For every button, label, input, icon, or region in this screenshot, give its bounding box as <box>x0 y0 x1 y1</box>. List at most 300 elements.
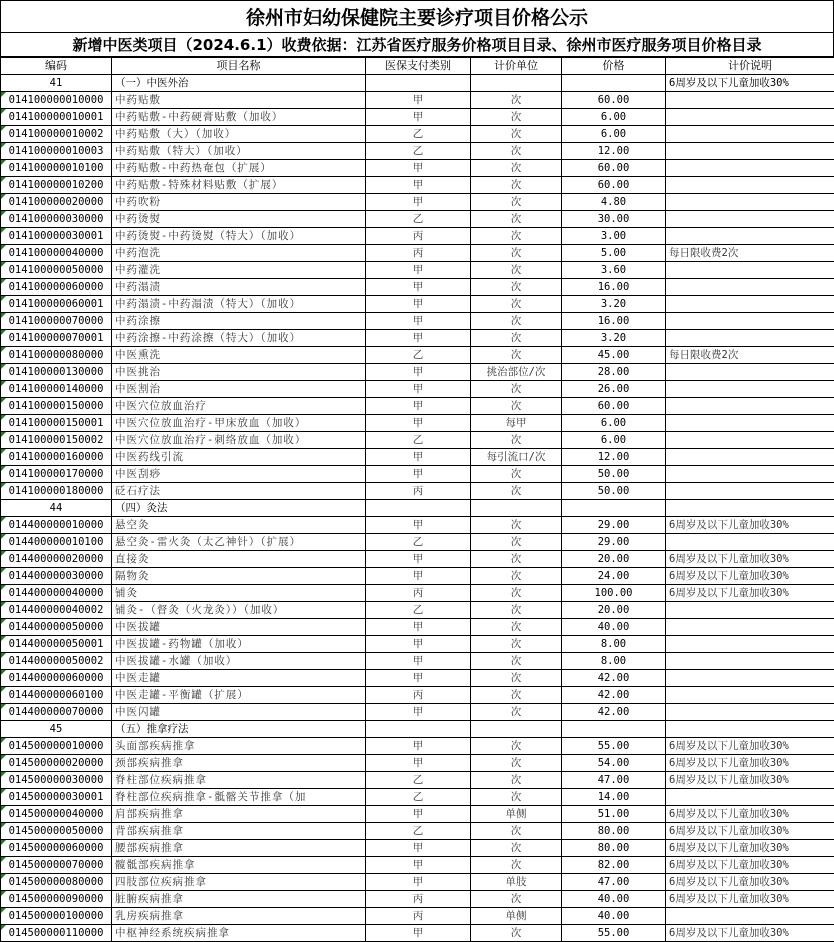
table-row <box>1 551 834 568</box>
cell-note: 6周岁及以下儿童加收30% <box>666 517 834 534</box>
cell-unit: 次 <box>471 194 562 211</box>
cell-category: 甲 <box>366 704 471 721</box>
cell-price: 29.00 <box>562 534 666 551</box>
cell-name: 中医穴位放血治疗 <box>112 398 366 415</box>
cell-price: 29.00 <box>562 517 666 534</box>
cell-price: 3.20 <box>562 296 666 313</box>
cell-unit: 次 <box>471 738 562 755</box>
cell-unit: 次 <box>471 653 562 670</box>
cell-unit: 次 <box>471 466 562 483</box>
cell-code: 014500000030000 <box>1 772 112 789</box>
cell-category: 甲 <box>366 568 471 585</box>
cell-note: 6周岁及以下儿童加收30% <box>666 806 834 823</box>
table-row <box>1 126 834 143</box>
cell-name: 中医拔罐-水罐（加收） <box>112 653 366 670</box>
cell-unit: 次 <box>471 347 562 364</box>
cell-category: 甲 <box>366 313 471 330</box>
table-row <box>1 874 834 891</box>
cell-code: 014100000150001 <box>1 415 112 432</box>
cell-name: 中医走罐 <box>112 670 366 687</box>
cell-code: 014100000150002 <box>1 432 112 449</box>
table-row <box>1 313 834 330</box>
cell-code: 014400000020000 <box>1 551 112 568</box>
cell-category: 甲 <box>366 177 471 194</box>
cell-note <box>666 432 834 449</box>
cell-price: 60.00 <box>562 177 666 194</box>
cell-code: 014100000010001 <box>1 109 112 126</box>
cell-price: 51.00 <box>562 806 666 823</box>
cell-unit: 每甲 <box>471 415 562 432</box>
cell-unit: 次 <box>471 619 562 636</box>
table-row <box>1 653 834 670</box>
cell-unit: 次 <box>471 670 562 687</box>
table-row <box>1 483 834 500</box>
cell-price: 4.80 <box>562 194 666 211</box>
cell-code: 014100000030001 <box>1 228 112 245</box>
cell-name: 中药烫熨 <box>112 211 366 228</box>
cell-name: 头面部疾病推拿 <box>112 738 366 755</box>
cell-unit: 次 <box>471 755 562 772</box>
table-row <box>1 806 834 823</box>
table-row <box>1 109 834 126</box>
cell-price: 16.00 <box>562 313 666 330</box>
cell-category: 乙 <box>366 823 471 840</box>
cell-category: 甲 <box>366 262 471 279</box>
cell-name: 髋骶部疾病推拿 <box>112 857 366 874</box>
cell-name: 肩部疾病推拿 <box>112 806 366 823</box>
cell-name: 中药涂擦-中药涂擦（特大）（加收） <box>112 330 366 347</box>
cell-note <box>666 330 834 347</box>
cell-price: 60.00 <box>562 92 666 109</box>
cell-note: 每日限收费2次 <box>666 347 834 364</box>
cell-unit: 次 <box>471 551 562 568</box>
cell-unit: 次 <box>471 704 562 721</box>
cell-unit: 次 <box>471 534 562 551</box>
cell-name: 铺灸-（督灸（火龙灸））（加收） <box>112 602 366 619</box>
cell-category: 甲 <box>366 551 471 568</box>
cell-price: 30.00 <box>562 211 666 228</box>
cell-category: 甲 <box>366 653 471 670</box>
cell-price: 5.00 <box>562 245 666 262</box>
cell-name: 直接灸 <box>112 551 366 568</box>
cell-name: 中医刮痧 <box>112 466 366 483</box>
cell-note: 6周岁及以下儿童加收30% <box>666 551 834 568</box>
cell-code: 014100000010100 <box>1 160 112 177</box>
cell-unit: 次 <box>471 313 562 330</box>
cell-name: 隔物灸 <box>112 568 366 585</box>
cell-note: 6周岁及以下儿童加收30% <box>666 585 834 602</box>
cell-note <box>666 602 834 619</box>
table-row <box>1 364 834 381</box>
table-row <box>1 823 834 840</box>
cell-code: 014400000060000 <box>1 670 112 687</box>
cell-price: 26.00 <box>562 381 666 398</box>
cell-code: 014500000110000 <box>1 925 112 942</box>
cell-price: 3.60 <box>562 262 666 279</box>
cell-name: 中药贴敷（特大）（加收） <box>112 143 366 160</box>
header-unit: 计价单位 <box>471 58 562 75</box>
cell-name: 中医药线引流 <box>112 449 366 466</box>
cell-code: 014100000010003 <box>1 143 112 160</box>
table-row <box>1 245 834 262</box>
cell-price: 40.00 <box>562 619 666 636</box>
cell-code: 014400000040000 <box>1 585 112 602</box>
cell-unit: 次 <box>471 568 562 585</box>
table-row <box>1 840 834 857</box>
cell-unit: 次 <box>471 823 562 840</box>
cell-note: 6周岁及以下儿童加收30% <box>666 857 834 874</box>
cell-code: 014100000050000 <box>1 262 112 279</box>
cell-name: （四）灸法 <box>112 500 366 517</box>
cell-category: 乙 <box>366 789 471 806</box>
table-row <box>1 585 834 602</box>
cell-note <box>666 279 834 296</box>
cell-code: 41 <box>1 75 112 92</box>
cell-price: 42.00 <box>562 670 666 687</box>
section-row <box>1 721 834 738</box>
cell-note <box>666 670 834 687</box>
cell-code: 014400000050001 <box>1 636 112 653</box>
cell-code: 014500000050000 <box>1 823 112 840</box>
cell-unit: 次 <box>471 398 562 415</box>
cell-note <box>666 364 834 381</box>
table-row <box>1 517 834 534</box>
cell-code: 014100000170000 <box>1 466 112 483</box>
cell-price: 80.00 <box>562 823 666 840</box>
cell-code: 014400000050002 <box>1 653 112 670</box>
cell-note <box>666 211 834 228</box>
table-row <box>1 449 834 466</box>
cell-note: 6周岁及以下儿童加收30% <box>666 738 834 755</box>
cell-note <box>666 262 834 279</box>
cell-name: 中药贴敷-中药热奄包（扩展） <box>112 160 366 177</box>
cell-note: 6周岁及以下儿童加收30% <box>666 823 834 840</box>
cell-price: 55.00 <box>562 738 666 755</box>
header-category: 医保支付类别 <box>366 58 471 75</box>
cell-price: 80.00 <box>562 840 666 857</box>
cell-category: 丙 <box>366 585 471 602</box>
table-row <box>1 704 834 721</box>
table-row <box>1 160 834 177</box>
table-row <box>1 381 834 398</box>
cell-category: 甲 <box>366 619 471 636</box>
cell-price: 47.00 <box>562 874 666 891</box>
cell-note: 6周岁及以下儿童加收30% <box>666 925 834 942</box>
cell-unit <box>471 721 562 738</box>
cell-note: 6周岁及以下儿童加收30% <box>666 755 834 772</box>
cell-category: 甲 <box>366 449 471 466</box>
cell-unit: 次 <box>471 789 562 806</box>
cell-name: 颈部疾病推拿 <box>112 755 366 772</box>
cell-name: 中药贴敷-中药硬膏贴敷（加收） <box>112 109 366 126</box>
cell-code: 014100000030000 <box>1 211 112 228</box>
cell-unit: 次 <box>471 840 562 857</box>
cell-price <box>562 500 666 517</box>
cell-name: 中药灌洗 <box>112 262 366 279</box>
cell-unit: 次 <box>471 330 562 347</box>
cell-note: 6周岁及以下儿童加收30% <box>666 891 834 908</box>
cell-price: 50.00 <box>562 466 666 483</box>
table-row <box>1 687 834 704</box>
cell-unit: 次 <box>471 245 562 262</box>
cell-unit: 次 <box>471 92 562 109</box>
table-row <box>1 432 834 449</box>
cell-note <box>666 109 834 126</box>
page-subtitle: 新增中医类项目（2024.6.1）收费依据：江苏省医疗服务价格项目目录、徐州市医疗服务项目价格目录 <box>0 32 834 57</box>
cell-name: 中药泡洗 <box>112 245 366 262</box>
table-row <box>1 279 834 296</box>
cell-code: 014100000070001 <box>1 330 112 347</box>
table-row <box>1 143 834 160</box>
cell-code: 014100000020000 <box>1 194 112 211</box>
cell-category: 甲 <box>366 381 471 398</box>
cell-category: 丙 <box>366 483 471 500</box>
table-row <box>1 670 834 687</box>
cell-category: 甲 <box>366 194 471 211</box>
header-row <box>1 58 834 75</box>
cell-category: 乙 <box>366 143 471 160</box>
cell-code: 014100000140000 <box>1 381 112 398</box>
table-row <box>1 772 834 789</box>
cell-category: 甲 <box>366 109 471 126</box>
cell-code: 014100000150000 <box>1 398 112 415</box>
cell-price: 55.00 <box>562 925 666 942</box>
cell-price: 54.00 <box>562 755 666 772</box>
cell-category: 丙 <box>366 228 471 245</box>
cell-category: 甲 <box>366 398 471 415</box>
table-row <box>1 908 834 925</box>
cell-category: 丙 <box>366 891 471 908</box>
cell-category: 甲 <box>366 670 471 687</box>
cell-price: 47.00 <box>562 772 666 789</box>
cell-note <box>666 194 834 211</box>
table-row <box>1 534 834 551</box>
header-name: 项目名称 <box>112 58 366 75</box>
cell-code: 014500000040000 <box>1 806 112 823</box>
cell-note <box>666 721 834 738</box>
cell-note <box>666 704 834 721</box>
cell-code: 014500000080000 <box>1 874 112 891</box>
cell-unit: 次 <box>471 279 562 296</box>
cell-code: 014500000010000 <box>1 738 112 755</box>
cell-name: 脏腑疾病推拿 <box>112 891 366 908</box>
cell-category: 甲 <box>366 296 471 313</box>
cell-price: 40.00 <box>562 891 666 908</box>
cell-name: 中医穴位放血治疗-刺络放血（加收） <box>112 432 366 449</box>
cell-name: 四肢部位疾病推拿 <box>112 874 366 891</box>
cell-category: 甲 <box>366 874 471 891</box>
cell-note <box>666 653 834 670</box>
cell-code: 014400000030000 <box>1 568 112 585</box>
table-row <box>1 568 834 585</box>
table-row <box>1 415 834 432</box>
cell-name: 中医熏洗 <box>112 347 366 364</box>
table-row <box>1 619 834 636</box>
cell-name: 腰部疾病推拿 <box>112 840 366 857</box>
table-row <box>1 330 834 347</box>
table-row <box>1 789 834 806</box>
table-row <box>1 228 834 245</box>
cell-code: 014400000060100 <box>1 687 112 704</box>
cell-price: 12.00 <box>562 143 666 160</box>
cell-note <box>666 228 834 245</box>
cell-category: 甲 <box>366 636 471 653</box>
table-row <box>1 211 834 228</box>
cell-code: 014500000020000 <box>1 755 112 772</box>
cell-note <box>666 92 834 109</box>
cell-price: 42.00 <box>562 687 666 704</box>
cell-unit: 次 <box>471 109 562 126</box>
cell-name: （五）推拿疗法 <box>112 721 366 738</box>
cell-price: 6.00 <box>562 415 666 432</box>
cell-category: 乙 <box>366 602 471 619</box>
cell-note <box>666 398 834 415</box>
cell-note <box>666 313 834 330</box>
cell-unit: 次 <box>471 381 562 398</box>
cell-note: 每日限收费2次 <box>666 245 834 262</box>
cell-price: 8.00 <box>562 636 666 653</box>
cell-unit: 次 <box>471 585 562 602</box>
cell-note <box>666 619 834 636</box>
cell-name: 中药溻渍 <box>112 279 366 296</box>
cell-category <box>366 500 471 517</box>
cell-name: 乳房疾病推拿 <box>112 908 366 925</box>
cell-code: 014100000130000 <box>1 364 112 381</box>
cell-price: 20.00 <box>562 602 666 619</box>
cell-category: 丙 <box>366 245 471 262</box>
cell-code: 014100000010002 <box>1 126 112 143</box>
cell-unit: 单肢 <box>471 874 562 891</box>
cell-unit: 次 <box>471 517 562 534</box>
cell-name: 中药吹粉 <box>112 194 366 211</box>
cell-price: 28.00 <box>562 364 666 381</box>
cell-name: 中药贴敷 <box>112 92 366 109</box>
cell-unit: 次 <box>471 483 562 500</box>
cell-category <box>366 75 471 92</box>
cell-name: 中医走罐-平衡罐（扩展） <box>112 687 366 704</box>
cell-note <box>666 636 834 653</box>
cell-unit <box>471 500 562 517</box>
cell-unit: 次 <box>471 177 562 194</box>
cell-category: 甲 <box>366 160 471 177</box>
table-row <box>1 347 834 364</box>
cell-price: 3.00 <box>562 228 666 245</box>
cell-code: 014100000040000 <box>1 245 112 262</box>
cell-price: 14.00 <box>562 789 666 806</box>
cell-unit: 次 <box>471 772 562 789</box>
cell-price: 6.00 <box>562 432 666 449</box>
cell-price: 16.00 <box>562 279 666 296</box>
cell-price: 100.00 <box>562 585 666 602</box>
cell-unit: 次 <box>471 857 562 874</box>
cell-price: 42.00 <box>562 704 666 721</box>
cell-name: 中枢神经系统疾病推拿 <box>112 925 366 942</box>
cell-code: 014500000060000 <box>1 840 112 857</box>
table-row <box>1 602 834 619</box>
table-row <box>1 262 834 279</box>
cell-code: 014500000090000 <box>1 891 112 908</box>
cell-note <box>666 126 834 143</box>
cell-code: 44 <box>1 500 112 517</box>
table-row <box>1 466 834 483</box>
cell-name: 砭石疗法 <box>112 483 366 500</box>
cell-unit: 次 <box>471 160 562 177</box>
cell-code: 014100000010000 <box>1 92 112 109</box>
cell-code: 014100000160000 <box>1 449 112 466</box>
cell-note <box>666 160 834 177</box>
cell-name: 背部疾病推拿 <box>112 823 366 840</box>
cell-code: 014100000010200 <box>1 177 112 194</box>
cell-category: 乙 <box>366 534 471 551</box>
cell-price: 60.00 <box>562 398 666 415</box>
cell-note <box>666 908 834 925</box>
cell-name: 铺灸 <box>112 585 366 602</box>
header-code: 编码 <box>1 58 112 75</box>
table-row <box>1 857 834 874</box>
cell-note <box>666 449 834 466</box>
table-row <box>1 177 834 194</box>
cell-note: 6周岁及以下儿童加收30% <box>666 75 834 92</box>
cell-name: 中药贴敷（大）（加收） <box>112 126 366 143</box>
cell-price: 50.00 <box>562 483 666 500</box>
cell-name: 中医拔罐-药物罐（加收） <box>112 636 366 653</box>
cell-category: 甲 <box>366 738 471 755</box>
cell-category: 甲 <box>366 857 471 874</box>
cell-code: 014500000070000 <box>1 857 112 874</box>
cell-name: 中医挑治 <box>112 364 366 381</box>
cell-note <box>666 789 834 806</box>
cell-unit: 次 <box>471 211 562 228</box>
cell-category: 甲 <box>366 279 471 296</box>
cell-unit: 挑治部位/次 <box>471 364 562 381</box>
cell-code: 014100000180000 <box>1 483 112 500</box>
cell-code: 014100000070000 <box>1 313 112 330</box>
cell-note: 6周岁及以下儿童加收30% <box>666 568 834 585</box>
cell-code: 014400000070000 <box>1 704 112 721</box>
cell-code: 014400000040002 <box>1 602 112 619</box>
cell-unit: 次 <box>471 296 562 313</box>
cell-name: 中医割治 <box>112 381 366 398</box>
cell-unit: 次 <box>471 687 562 704</box>
table-row <box>1 891 834 908</box>
cell-unit: 单侧 <box>471 806 562 823</box>
cell-unit: 次 <box>471 636 562 653</box>
cell-price: 6.00 <box>562 126 666 143</box>
section-row <box>1 500 834 517</box>
cell-unit: 次 <box>471 432 562 449</box>
cell-code: 014100000080000 <box>1 347 112 364</box>
cell-note <box>666 534 834 551</box>
cell-code: 45 <box>1 721 112 738</box>
cell-unit: 次 <box>471 262 562 279</box>
header-price: 价格 <box>562 58 666 75</box>
cell-price: 24.00 <box>562 568 666 585</box>
cell-category: 丙 <box>366 687 471 704</box>
cell-name: 中药烫熨-中药烫熨（特大）（加收） <box>112 228 366 245</box>
cell-note: 6周岁及以下儿童加收30% <box>666 772 834 789</box>
cell-price: 3.20 <box>562 330 666 347</box>
cell-name: 中医穴位放血治疗-甲床放血（加收） <box>112 415 366 432</box>
table-row <box>1 755 834 772</box>
cell-unit: 每引流口/次 <box>471 449 562 466</box>
table-row <box>1 636 834 653</box>
cell-note <box>666 296 834 313</box>
cell-price: 82.00 <box>562 857 666 874</box>
cell-note <box>666 143 834 160</box>
table-body <box>1 75 834 942</box>
cell-price: 8.00 <box>562 653 666 670</box>
cell-name: 中药涂擦 <box>112 313 366 330</box>
